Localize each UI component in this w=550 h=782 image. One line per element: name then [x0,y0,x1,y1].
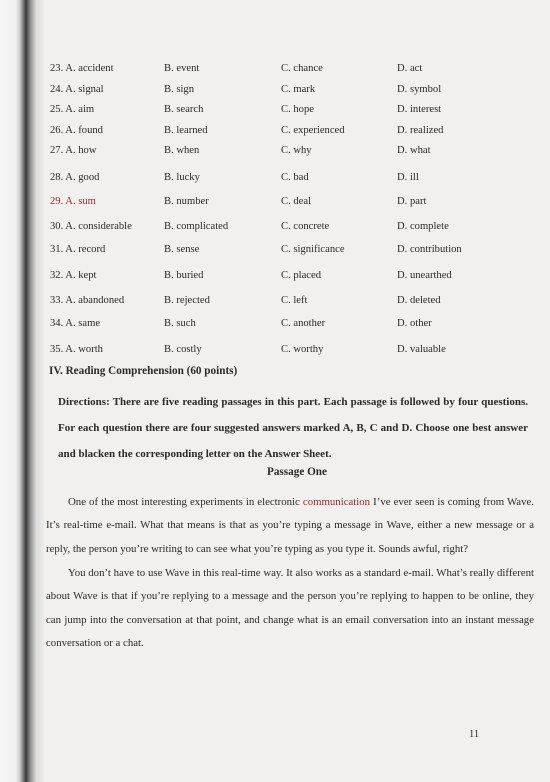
option-d: D. what [397,145,431,157]
question-row-28 [50,168,540,189]
option-a: 33. A. abandoned [50,294,125,306]
option-d: D. act [397,63,423,74]
directions-text: Directions: There are five reading passages in this part. Each passage is followed by four questions. For each question there are four suggested answers marked A, B, C and D. Choose one best answer and blacken the corresponding letter on the Answer Sheet. [58,396,528,460]
option-b: B. when [164,145,200,157]
option-d: D. other [397,317,432,329]
option-d: D. ill [397,171,419,183]
option-c: C. chance [281,63,323,74]
option-b: B. complicated [164,221,229,233]
option-a: 30. A. considerable [50,221,132,233]
option-c: C. hope [281,104,314,116]
option-a: 35. A. worth [50,344,103,356]
question-row-31 [50,240,540,261]
option-a: 27. A. how [50,145,97,157]
paragraph-text: One of the most interesting experiments in electronic [68,496,303,508]
option-c: C. concrete [281,221,330,233]
option-c: C. left [281,294,308,306]
option-d: D. realized [397,124,444,136]
passage-body [46,491,534,655]
option-b: B. sign [164,83,195,95]
option-d: D. valuable [397,344,446,356]
option-d: D. interest [397,104,442,116]
option-a: 24. A. signal [50,83,104,95]
question-row-23 [50,59,540,80]
option-d: D. unearthed [397,270,452,282]
book-binding-edge [0,0,44,782]
option-b: B. search [164,104,204,116]
question-row-29 [50,192,540,213]
option-a: 29. A. sum [50,195,96,207]
question-row-32 [50,266,540,287]
highlighted-word: communication [302,496,371,508]
question-row-24 [50,80,540,101]
option-d: D. contribution [397,243,462,255]
option-d: D. symbol [397,83,442,95]
passage-title: Passage One [267,466,327,478]
option-a: 28. A. good [50,171,100,183]
option-a: 23. A. accident [50,63,114,74]
question-row-27 [50,141,540,162]
section-heading: IV. Reading Comprehension (60 points) [49,365,238,377]
option-d: D. deleted [397,294,441,306]
option-c: C. another [281,317,326,329]
passage-paragraph-2: You don’t have to use Wave in this real-time way. It also works as a standard e-mail. What’s really different about Wave is that if you’re replying to a message and the person you’re replying to happen to be online, they can jump into the conversation at that point, and change what is an email conversation into an instant message conversation or a chat. [46,566,534,650]
question-row-35 [50,340,540,361]
option-d: D. complete [397,221,449,233]
question-row-34 [50,314,540,335]
document-page [44,0,550,782]
option-c: C. placed [281,270,322,282]
option-c: C. why [281,145,312,157]
option-c: C. experienced [281,124,345,136]
option-c: C. deal [281,195,312,207]
question-row-26 [50,121,540,142]
option-c: C. mark [281,83,316,95]
option-a: 31. A. record [50,243,106,255]
option-a: 34. A. same [50,317,101,329]
option-b: B. lucky [164,171,200,183]
option-b: B. event [164,63,200,74]
cloze-options-table [50,59,540,361]
option-b: B. sense [164,243,200,255]
option-b: B. buried [164,270,204,282]
option-c: C. significance [281,243,345,255]
question-row-25 [50,100,540,121]
option-b: B. learned [164,124,208,136]
question-row-33 [50,291,540,312]
option-a: 25. A. aim [50,104,95,116]
question-row-30 [50,217,540,238]
option-b: B. number [164,195,209,207]
option-b: B. costly [164,344,202,356]
option-b: B. rejected [164,294,210,306]
option-a: 26. A. found [50,124,103,136]
option-d: D. part [397,195,427,207]
option-c: C. worthy [281,344,324,356]
option-a: 32. A. kept [50,270,97,282]
option-c: C. bad [281,171,309,183]
page-number: 11 [469,729,480,740]
passage-paragraph-1 [46,491,534,561]
paragraph-text: I’ve ever seen is coming from Wave. It’s real-time e-mail. What that means is that as you’re typing a message in Wave, either a new message or a reply, the person you’re writing to can see what you’re typing as you type it. Sounds awful, right? [46,496,534,555]
option-b: B. such [164,317,196,329]
